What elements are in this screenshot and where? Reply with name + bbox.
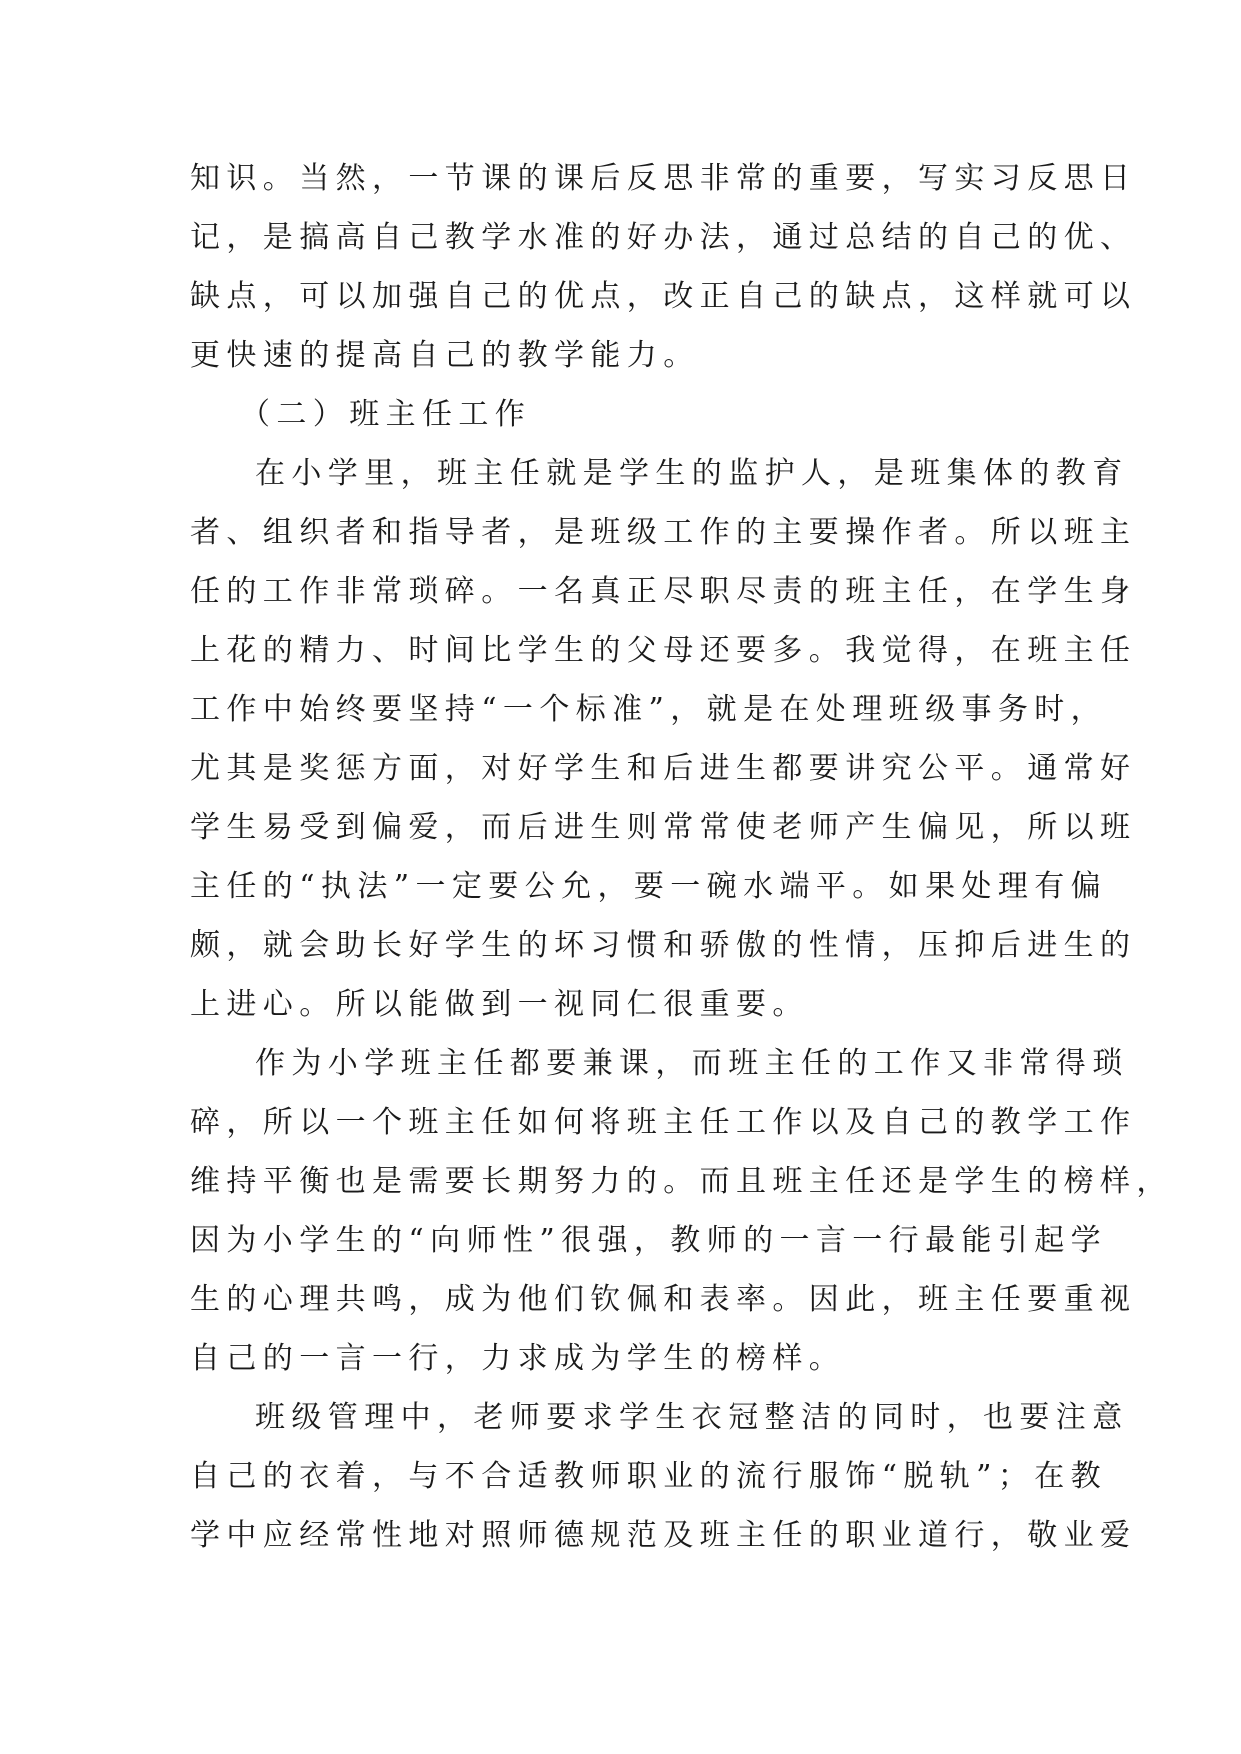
text-line-7: 者、组织者和指导者，是班级工作的主要操作者。所以班主 <box>190 515 1137 550</box>
text-line-22: 班级管理中，老师要求学生衣冠整洁的同时，也要注意 <box>255 1400 1129 1435</box>
text-line-17: 碎，所以一个班主任如何将班主任工作以及自己的教学工作 <box>190 1105 1137 1140</box>
text-line-16: 作为小学班主任都要兼课，而班主任的工作又非常得琐 <box>255 1046 1129 1081</box>
text-line-18: 维持平衡也是需要长期努力的。而且班主任还是学生的榜样， <box>190 1164 1173 1199</box>
text-line-21: 自己的一言一行，力求成为学生的榜样。 <box>190 1341 846 1376</box>
text-line-11: 尤其是奖惩方面，对好学生和后进生都要讲究公平。通常好 <box>190 751 1137 786</box>
text-line-19: 因为小学生的“向师性”很强，教师的一言一行最能引起学 <box>190 1223 1108 1258</box>
text-line-3: 缺点，可以加强自己的优点，改正自己的缺点，这样就可以 <box>190 279 1137 314</box>
text-line-9: 上花的精力、时间比学生的父母还要多。我觉得，在班主任 <box>190 633 1137 668</box>
text-line-8: 任的工作非常琐碎。一名真正尽职尽责的班主任，在学生身 <box>190 574 1137 609</box>
text-line-10: 工作中始终要坚持“一个标准”，就是在处理班级事务时， <box>190 692 1108 727</box>
text-line-13: 主任的“执法”一定要公允，要一碗水端平。如果处理有偏 <box>190 869 1108 904</box>
text-line-6: 在小学里，班主任就是学生的监护人，是班集体的教育 <box>255 456 1129 491</box>
text-line-1: 知识。当然，一节课的课后反思非常的重要，写实习反思日 <box>190 161 1137 196</box>
text-line-12: 学生易受到偏爱，而后进生则常常使老师产生偏见，所以班 <box>190 810 1137 845</box>
text-line-24: 学中应经常性地对照师德规范及班主任的职业道行，敬业爱 <box>190 1518 1137 1553</box>
text-line-14: 颇，就会助长好学生的坏习惯和骄傲的性情，压抑后进生的 <box>190 928 1137 963</box>
text-line-2: 记，是搞高自己教学水准的好办法，通过总结的自己的优、 <box>190 220 1137 255</box>
text-line-20: 生的心理共鸣，成为他们钦佩和表率。因此，班主任要重视 <box>190 1282 1137 1317</box>
text-line-15: 上进心。所以能做到一视同仁很重要。 <box>190 987 809 1022</box>
text-line-23: 自己的衣着，与不合适教师职业的流行服饰“脱轨”；在教 <box>190 1459 1108 1494</box>
text-line-4: 更快速的提高自己的教学能力。 <box>190 338 700 373</box>
section-heading: （二）班主任工作 <box>240 397 532 432</box>
